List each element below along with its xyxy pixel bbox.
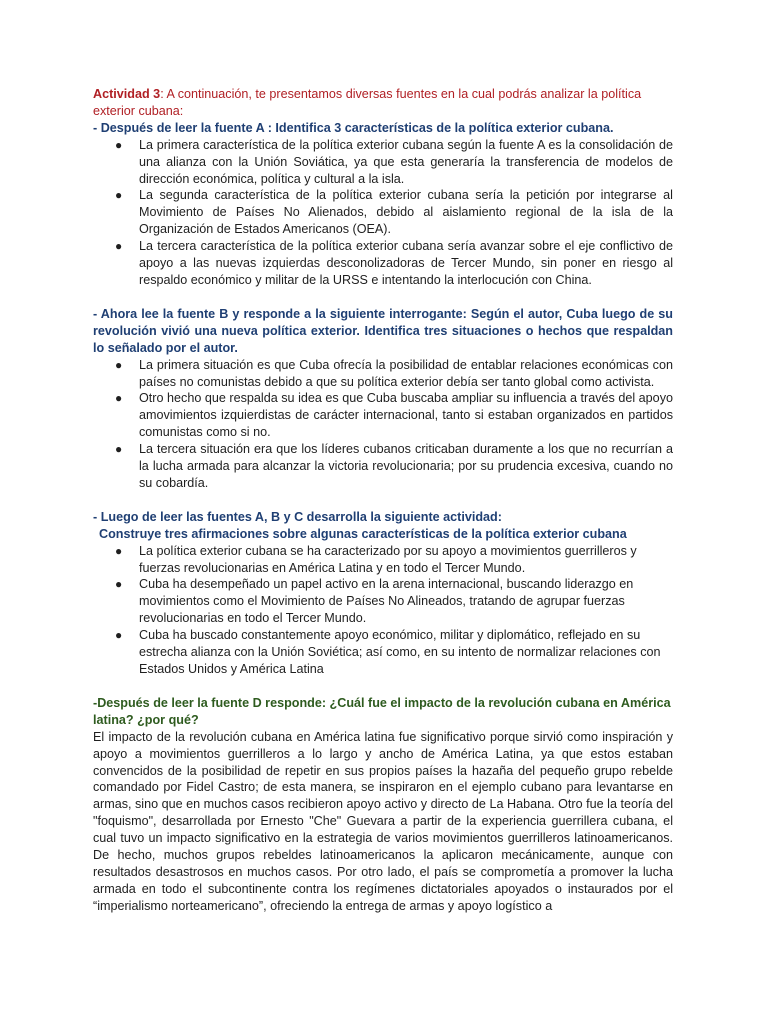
- activity-intro: : A continuación, te presentamos diversas fuentes en la cual podrás analizar la política exterior cubana:: [93, 87, 642, 118]
- document-page: [93, 86, 673, 915]
- answer-4: El impacto de la revolución cubana en América latina fue significativo porque sirvió como inspiración y apoyo a movimientos guerrilleros a lo largo y ancho de América Latina, ya que estos estaban convencidos de la posibilidad de repetir en sus propios países la hazaña del pequeño grupo rebelde comandado por Fidel Castro; de esta manera, se inspiraron en el ejemplo cubano para levantarse en armas, sino que en muchos casos recibieron apoyo activo y directo de La Habana. Otro fue la teoría del "foquismo", desarrollada por Ernesto "Che" Guevara a partir de la experiencia guerrillera cubana, el cual tuvo un impacto significativo en la estrategia de varios movimientos guerrilleros latinoamericanos. De hecho, muchos grupos rebeldes latinoamericanos la aplicaron mecánicamente, aunque con resultados desastrosos en muchos casos. Por otro lado, el país se comprometía a promover la lucha armada en todo el subcontinente contra los regímenes dictatoriales apoyados o instaurados por el “imperialismo norteamericano”, ofreciendo la entrega de armas y apoyo logístico a: [93, 729, 673, 913]
- question-2: - Ahora lee la fuente B y responde a la siguiente interrogante: Según el autor, Cuba luego de su revolución vivió una nueva política exterior. Identifica tres situaciones o hechos que respaldan lo señalado por el autor.: [93, 306, 673, 355]
- bullet-icon: ●: [115, 357, 123, 372]
- activity-label: Actividad 3: [93, 87, 161, 101]
- list-item: ● La tercera característica de la política exterior cubana sería avanzar sobre el eje conflictivo de apoyo a las nuevas izquierdas desconolizadoras de Tercer Mundo, sin poner en riesgo al respaldo económico y militar de la URSS e intentando la interlocución con China.: [115, 239, 673, 287]
- list-item: ● La primera característica de la política exterior cubana según la fuente A es la consolidación de una alianza con la Unión Soviática, ya que esta generaría la transferencia de modelos de dirección económica, política y cultural a la isla.: [115, 137, 673, 186]
- answer-list-2: [93, 357, 673, 492]
- list-item: ● Cuba ha buscado constantemente apoyo económico, militar y diplomático, reflejado en su estrecha alianza con la Unión Soviética; así como, en su intento de normalizar relaciones con Estados Unidos y América Latina: [115, 628, 661, 676]
- bullet-icon: ●: [115, 239, 123, 254]
- answer-list-1: [93, 137, 673, 289]
- answer-list-3: [93, 543, 673, 678]
- bullet-icon: ●: [115, 628, 123, 643]
- question-3: - Luego de leer las fuentes A, B y C desarrolla la siguiente actividad:: [93, 509, 502, 524]
- list-item: ● Otro hecho que respalda su idea es que Cuba buscaba ampliar su influencia a través del apoyo amovimientos izquierdistas de carácter internacional, tanto si estaban organizados en partidos comunistas como si no.: [115, 391, 673, 440]
- list-item: ● La segunda característica de la política exterior cubana sería la petición por integrarse al Movimiento de Países No Alienados, debido al aislamiento regional de la isla de la Organización de Estados Americanos (OEA).: [115, 188, 673, 237]
- bullet-icon: ●: [115, 543, 123, 558]
- bullet-icon: ●: [115, 442, 123, 457]
- question-3-sub: Construye tres afirmaciones sobre algunas características de la política exterior cubana: [99, 526, 627, 541]
- bullet-icon: ●: [115, 391, 123, 406]
- bullet-icon: ●: [115, 137, 123, 152]
- bullet-icon: ●: [115, 188, 123, 203]
- list-item: ● La política exterior cubana se ha caracterizado por su apoyo a movimientos guerrilleros y fuerzas revolucionarias en América Latina y en todo el Tercer Mundo.: [115, 543, 637, 575]
- question-4: -Después de leer la fuente D responde: ¿Cuál fue el impacto de la revolución cubana en América latina? ¿por qué?: [93, 695, 671, 727]
- activity-heading: [93, 86, 673, 120]
- list-item: ● La tercera situación era que los líderes cubanos criticaban duramente a los que no recurrían a la lucha armada para alcanzar la victoria revolucionaria; por su prudencia excesiva, cuando no su cobardía.: [115, 442, 673, 490]
- question-1: - Después de leer la fuente A : Identifica 3 características de la política exterior cubana.: [93, 120, 614, 135]
- list-item: ● La primera situación es que Cuba ofrecía la posibilidad de entablar relaciones económicas con países no comunistas debido a que su política exterior debía ser tanto global como activista.: [115, 357, 673, 389]
- bullet-icon: ●: [115, 577, 123, 592]
- list-item: ● Cuba ha desempeñado un papel activo en la arena internacional, buscando liderazgo en movimientos como el Movimiento de Países No Alineados, tratando de agrupar fuerzas revolucionarias en todo el Tercer Mundo.: [115, 577, 634, 626]
